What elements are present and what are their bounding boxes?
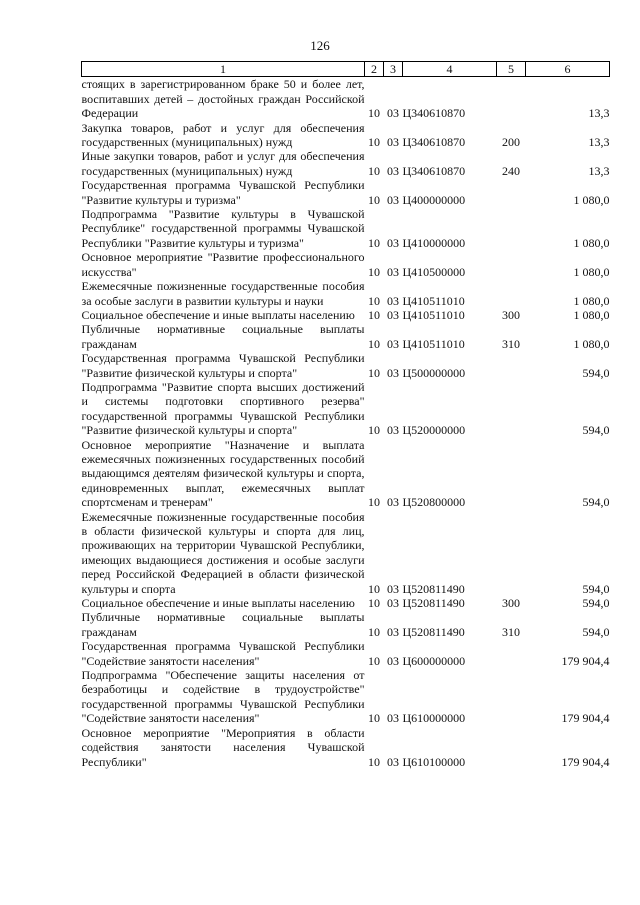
row-section-cell: 10 [368,581,380,596]
row-amount-cell: 1 080,0 [573,264,610,279]
row-subsection-cell: 03 [387,423,399,438]
row-section-cell: 10 [368,163,380,178]
row-name-cell: Государственная программа Чувашской Республики "Развитие культуры и туризма" [81,178,365,207]
row-name-cell: Публичные нормативные социальные выплаты гражданам [81,610,365,639]
row-section-cell: 10 [368,135,380,150]
table-row [82,77,610,121]
table-row [82,207,610,250]
row-subsection-cell: 03 [387,135,399,150]
table-row [82,250,610,279]
header-col-1: 1 [82,62,365,77]
row-amount-cell: 1 080,0 [573,293,610,308]
row-expense-type-cell: 310 [502,336,520,351]
row-section-cell: 10 [368,235,380,250]
table-header-row [82,62,610,77]
table-row [82,668,610,726]
row-name-cell: Закупка товаров, работ и услуг для обеспечения государственных (муниципальных) нужд [81,120,365,150]
page-number: 126 [310,38,330,53]
row-subsection-cell: 03 [387,754,399,769]
row-name-cell: Подпрограмма "Обеспечение защиты населения от безработицы и содействие в трудоустройстве" государственной программы Чувашской Республики "Содействие занятости населения" [81,668,365,726]
row-expense-type-cell [497,77,526,121]
row-amount-cell: 1 080,0 [573,192,610,207]
row-subsection-cell: 03 [387,336,399,351]
row-subsection-cell: 03 [387,192,399,207]
header-col-6: 6 [526,62,610,77]
table-row [82,639,610,668]
row-name-cell: стоящих в зарегистрированном браке 50 и более лет, воспитавших детей – достойных граждан Российской Федерации [81,77,365,121]
row-expense-type-cell [497,438,526,510]
row-expense-type-cell: 300 [502,596,520,611]
row-amount-cell: 594,0 [582,365,610,380]
row-section-cell: 10 [368,596,380,611]
row-target-item-cell: Ц520811490 [402,581,465,596]
row-amount-cell: 179 904,4 [561,754,610,769]
row-subsection-cell: 03 [387,596,399,611]
row-expense-type-cell [497,380,526,438]
row-expense-type-cell [497,351,526,380]
row-section-cell: 10 [368,264,380,279]
row-amount-cell: 594,0 [582,495,610,510]
header-col-4: 4 [403,62,497,77]
row-section-cell: 10 [368,192,380,207]
table-row [82,279,610,308]
header-col-2: 2 [365,62,384,77]
row-subsection-cell: 03 [387,235,399,250]
row-section-cell: 10 [368,423,380,438]
row-amount-cell: 13,3 [588,163,610,178]
row-target-item-cell: Ц610100000 [402,754,466,769]
row-target-item-cell: Ц400000000 [402,192,466,207]
table-row [82,610,610,639]
row-amount-cell: 594,0 [582,624,610,639]
row-section-cell: 10 [368,106,380,121]
row-subsection-cell: 03 [387,624,399,639]
row-section-cell: 10 [368,336,380,351]
table-body [82,77,610,769]
row-target-item-cell: Ц340610870 [402,135,466,150]
row-section-cell: 10 [368,653,380,668]
row-target-item-cell: Ц340610870 [402,106,466,121]
table-row [82,726,610,769]
row-name-cell: Подпрограмма "Развитие спорта высших достижений и системы подготовки спортивного резерва" государственной программы Чувашской Республики "Развитие физической культуры и спорта" [81,379,365,438]
row-amount-cell: 594,0 [582,423,610,438]
row-name-cell: Социальное обеспечение и иные выплаты населению [81,307,355,322]
row-expense-type-cell [497,207,526,250]
row-section-cell: 10 [368,495,380,510]
header-col-5: 5 [497,62,526,77]
row-amount-cell: 13,3 [588,106,610,121]
row-name-cell: Иные закупки товаров, работ и услуг для обеспечения государственных (муниципальных) нужд [81,149,365,178]
row-subsection-cell: 03 [387,581,399,596]
row-target-item-cell: Ц500000000 [402,365,466,380]
row-target-item-cell: Ц410511010 [402,307,465,322]
row-name-cell: Ежемесячные пожизненные государственные пособия за особые заслуги в развитии культуры и науки [81,279,365,308]
row-amount-cell: 1 080,0 [573,307,610,322]
row-expense-type-cell [497,279,526,308]
row-subsection-cell: 03 [387,365,399,380]
row-expense-type-cell [497,178,526,207]
row-amount-cell: 179 904,4 [561,653,610,668]
row-expense-type-cell: 300 [502,307,520,322]
row-section-cell: 10 [368,754,380,769]
row-target-item-cell: Ц520000000 [402,423,466,438]
row-name-cell: Государственная программа Чувашской Республики "Содействие занятости населения" [81,639,365,668]
row-expense-type-cell [497,639,526,668]
row-name-cell: Ежемесячные пожизненные государственные пособия в области физической культуры и спорта для лиц, проживающих на территории Чувашской Республики, имеющих выдающиеся достижения и особые заслуги перед Российской Федерацией в области физической культуры и спорта [81,509,365,596]
table-row [82,149,610,178]
row-target-item-cell: Ц410511010 [402,336,465,351]
row-amount-cell: 13,3 [588,135,610,150]
row-expense-type-cell: 240 [502,163,520,178]
budget-table [81,61,610,769]
row-target-item-cell: Ц410511010 [402,293,465,308]
table-row [82,178,610,207]
row-expense-type-cell [497,250,526,279]
row-target-item-cell: Ц520800000 [402,495,466,510]
row-section-cell: 10 [368,365,380,380]
row-subsection-cell: 03 [387,653,399,668]
row-name-cell: Государственная программа Чувашской Республики "Развитие физической культуры и спорта" [81,351,365,380]
row-subsection-cell: 03 [387,106,399,121]
row-subsection-cell: 03 [387,293,399,308]
table-row [82,121,610,150]
row-target-item-cell: Ц410500000 [402,264,466,279]
row-target-item-cell: Ц520811490 [402,624,465,639]
row-amount-cell: 179 904,4 [561,711,610,726]
table-row [82,380,610,438]
table-row [82,351,610,380]
row-expense-type-cell: 310 [502,624,520,639]
row-target-item-cell: Ц520811490 [402,596,465,611]
table-row [82,308,610,322]
row-subsection-cell: 03 [387,495,399,510]
row-subsection-cell: 03 [387,307,399,322]
table-row [82,510,610,596]
row-amount-cell: 594,0 [582,596,610,611]
row-amount-cell: 1 080,0 [573,235,610,250]
row-subsection-cell: 03 [387,163,399,178]
row-target-item-cell: Ц600000000 [402,653,466,668]
table-row [82,322,610,351]
row-expense-type-cell [497,668,526,726]
row-name-cell: Основное мероприятие "Мероприятия в области содействия занятости населения Чувашской Республики" [81,725,365,769]
row-subsection-cell: 03 [387,711,399,726]
row-name-cell: Социальное обеспечение и иные выплаты населению [81,596,355,611]
row-target-item-cell: Ц410000000 [402,235,466,250]
row-expense-type-cell: 200 [502,135,520,150]
row-section-cell: 10 [368,624,380,639]
row-name-cell: Основное мероприятие "Развитие профессионального искусства" [81,250,365,279]
row-expense-type-cell [497,510,526,596]
table-row [82,596,610,610]
row-section-cell: 10 [368,293,380,308]
row-name-cell: Основное мероприятие "Назначение и выплата ежемесячных пожизненных государственных пособий выдающимся деятелям физической культуры и спорта, единовременных выплат, ежемесячных выплат спортсменам и тренерам" [81,437,365,510]
row-subsection-cell: 03 [387,264,399,279]
row-name-cell: Публичные нормативные социальные выплаты гражданам [81,322,365,351]
row-section-cell: 10 [368,711,380,726]
header-col-3: 3 [384,62,403,77]
row-target-item-cell: Ц340610870 [402,163,466,178]
row-amount-cell: 594,0 [582,581,610,596]
row-section-cell: 10 [368,307,380,322]
table-row [82,438,610,510]
row-amount-cell: 1 080,0 [573,336,610,351]
row-expense-type-cell [497,726,526,769]
row-target-item-cell: Ц610000000 [402,711,466,726]
row-name-cell: Подпрограмма "Развитие культуры в Чувашской Республике" государственной программы Чувашской Республики "Развитие культуры и туризма" [81,207,365,250]
